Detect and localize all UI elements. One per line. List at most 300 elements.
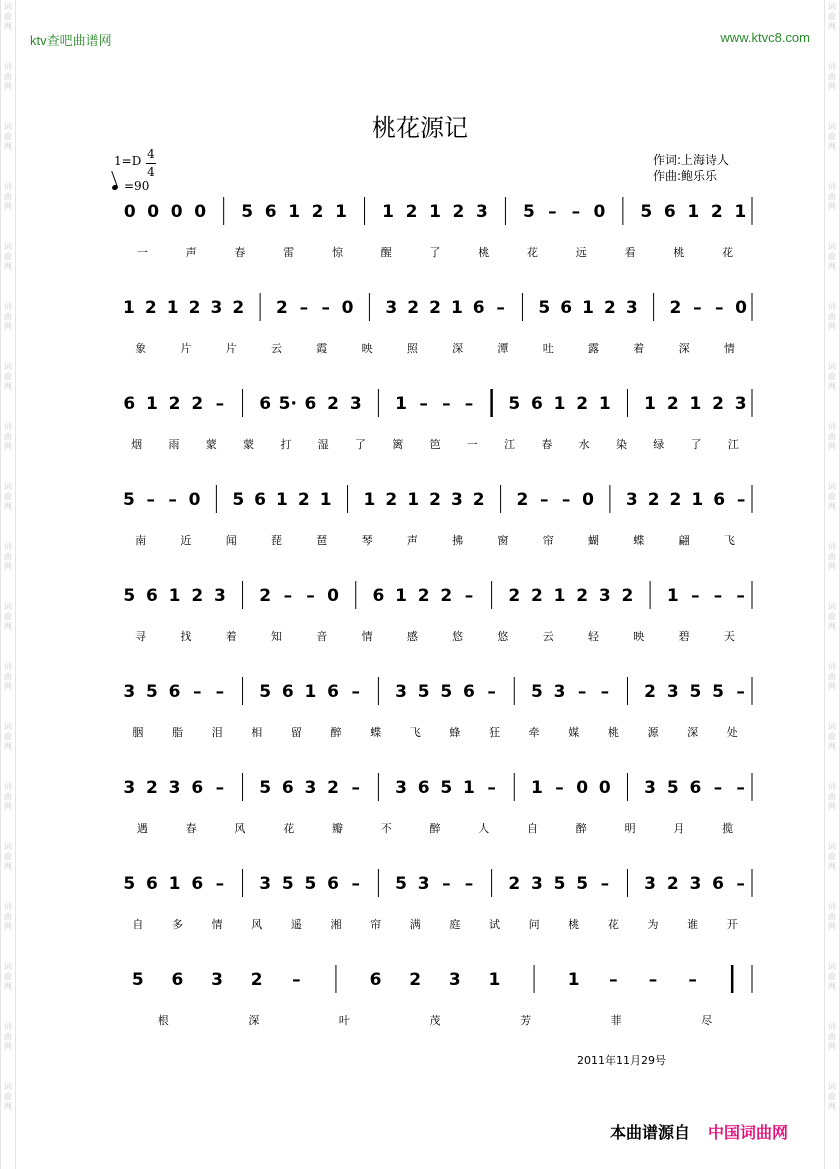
lyric-char: 象 [135, 342, 147, 355]
lyric-char: 霞 [316, 342, 328, 355]
watermark-text: 词 曲 网 [828, 182, 836, 211]
lyric-char: 醒 [380, 246, 392, 259]
lyric-char: 春 [541, 438, 553, 451]
lyric-char: 瓣 [331, 822, 343, 835]
score-note: – [691, 586, 700, 606]
score-note: – [419, 394, 428, 414]
score-note: – [351, 682, 360, 702]
watermark-text: 词 曲 网 [4, 482, 12, 511]
lyric-char: 深 [678, 342, 690, 355]
score-note: 6 [663, 202, 676, 222]
lyric-char: 云 [271, 342, 282, 355]
lyric-char: 蒙 [243, 438, 255, 451]
lyric-char: 桃 [607, 726, 619, 739]
score-note: 2 [530, 586, 543, 606]
watermark-text: 词 曲 网 [4, 422, 12, 451]
lyric-char: 自 [527, 822, 539, 835]
lyric-char: 潭 [497, 342, 509, 355]
watermark-text: 词 曲 网 [4, 782, 12, 811]
score-note: – [215, 394, 225, 414]
lyric-char: 烟 [131, 438, 143, 451]
watermark-text: 词 曲 网 [4, 902, 12, 931]
score-note: – [351, 778, 360, 798]
watermark-text: 词 曲 网 [4, 182, 12, 211]
score-note: – [571, 202, 581, 222]
score-note: 3 [553, 682, 566, 702]
score-note: 5 [640, 202, 653, 222]
footer-site-link[interactable]: 中国词曲网 [708, 1123, 789, 1142]
score-note: 6 [254, 490, 267, 510]
score-note: 0 [598, 778, 611, 798]
score-note: 2 [710, 202, 723, 222]
score-note: 2 [409, 970, 422, 990]
watermark-text: 词 曲 网 [828, 842, 836, 871]
score-note: – [600, 874, 610, 894]
lyric-char: 着 [633, 342, 645, 355]
watermark-text: 词 曲 网 [828, 602, 836, 631]
lyric-char: 轻 [588, 630, 599, 643]
score-note: 0 [735, 298, 747, 318]
lyric-char: 露 [588, 342, 599, 355]
score-note: – [193, 682, 202, 702]
score-note: 2 [669, 490, 682, 510]
score-note: – [496, 298, 505, 318]
watermark-text: 词 曲 网 [4, 962, 12, 991]
score-note: – [168, 490, 177, 510]
score-note: 3 [625, 298, 638, 318]
score-note: 5 [304, 874, 317, 894]
score-note: 1 [463, 778, 475, 798]
score-note: 0 [341, 298, 354, 318]
footer-label: 本曲谱源自 [610, 1123, 691, 1142]
score-note: 3 [689, 874, 702, 894]
score-note: 2 [440, 586, 453, 606]
score-note: 5 [259, 682, 272, 702]
score-note: 1 [146, 394, 158, 414]
score-note: – [321, 298, 330, 318]
score-note: 5 [146, 682, 158, 702]
score-note: 1 [553, 586, 566, 606]
lyric-char: 脂 [171, 726, 183, 739]
score-note: 6 [417, 778, 430, 798]
score-note: 2 [405, 202, 418, 222]
score-note: 5 [576, 874, 589, 894]
watermark-text: 词 曲 网 [4, 722, 12, 751]
score-note: 2 [407, 298, 420, 318]
score-note: 3 [625, 490, 638, 510]
lyric-char: 照 [406, 342, 418, 355]
score-note: 6 [264, 202, 277, 222]
score-note: 3 [598, 586, 611, 606]
lyric-char: 碧 [678, 630, 690, 643]
lyric-char: 湘 [330, 918, 342, 931]
lyric-char: 深 [687, 726, 699, 739]
score-note: – [464, 874, 474, 894]
score-note: 2 [191, 586, 204, 606]
score-note: 3 [644, 874, 657, 894]
lyric-char: 春 [185, 822, 197, 835]
score-note: – [299, 298, 309, 318]
watermark-text: 词 曲 网 [4, 1022, 12, 1051]
score-note: – [577, 682, 587, 702]
lyric-char: 风 [234, 822, 246, 835]
score-note: 1 [450, 298, 463, 318]
score-note: 1 [166, 298, 179, 318]
score-note: 1 [304, 682, 317, 702]
score-note: 2 [666, 874, 679, 894]
score-note: – [714, 298, 724, 318]
lyric-char: 蝶 [370, 726, 382, 739]
lyric-char: 多 [171, 918, 183, 931]
score-note: – [540, 490, 549, 510]
score-note: 2 [311, 202, 324, 222]
score-note: 5 [538, 298, 551, 318]
lyric-char: 为 [647, 918, 659, 931]
lyric-char: 帘 [542, 534, 554, 547]
watermark-text: 词 曲 网 [4, 542, 12, 571]
score-note: 0 [593, 202, 606, 222]
score-note: 1 [734, 202, 747, 222]
score-note: 1 [598, 394, 611, 414]
lyric-char: 翩 [678, 534, 690, 547]
score-note: 6 [123, 394, 136, 414]
lyric-char: 寻 [135, 630, 147, 643]
lyric-char: 近 [180, 534, 192, 547]
score-note: 2 [647, 490, 660, 510]
lyric-char: 着 [225, 630, 237, 643]
lyric-char: 揽 [722, 822, 734, 835]
score-note: 2 [144, 298, 157, 318]
lyric-char: 了 [354, 438, 366, 451]
lyric-char: 知 [271, 630, 282, 643]
lyric-char: 不 [380, 822, 392, 835]
score-note: – [600, 682, 610, 702]
lyric-char: 湿 [317, 438, 329, 451]
lyric-char: 看 [624, 246, 636, 259]
score-note: 2 [276, 298, 288, 318]
lyric-char: 桃 [673, 246, 685, 259]
score-note: 2 [429, 490, 441, 510]
score-note: 5 [440, 682, 453, 702]
watermark-text: 词 曲 网 [4, 602, 12, 631]
watermark-text: 词 曲 网 [4, 122, 12, 151]
score-note: 5 [689, 682, 702, 702]
score-note: 6 [327, 682, 340, 702]
score-note: 2 [669, 298, 682, 318]
score-note: – [736, 490, 746, 510]
score-note: 0 [123, 202, 136, 222]
score-note: 2 [508, 586, 521, 606]
watermark-text: 词 曲 网 [4, 302, 12, 331]
score-note: 2 [259, 586, 272, 606]
score-note: 0 [576, 778, 589, 798]
lyric-char: 了 [429, 246, 441, 259]
score-note: 2 [327, 394, 340, 414]
score-note: 1 [429, 202, 441, 222]
lyric-char: 片 [180, 342, 192, 355]
lyric-char: 谁 [687, 918, 699, 931]
lyric-char: 了 [690, 438, 702, 451]
lyric-char: 问 [528, 918, 540, 931]
score-note: – [609, 970, 618, 990]
score-note: – [713, 586, 723, 606]
watermark-text: 词 曲 网 [828, 482, 836, 511]
footer-source [610, 1120, 788, 1143]
lyric-char: 试 [488, 918, 500, 931]
score-note: 6 [712, 874, 724, 894]
lyric-char: 声 [406, 534, 418, 547]
score-note: – [464, 586, 474, 606]
watermark-text: 词 曲 网 [828, 2, 836, 31]
score-note: 6 [472, 298, 485, 318]
watermark-text: 词 曲 网 [828, 362, 836, 391]
score-note: – [351, 874, 360, 894]
lyric-char: 雨 [168, 438, 180, 451]
score-note: 5 [712, 682, 724, 702]
score-note: 2 [452, 202, 465, 222]
lyric-char: 满 [409, 918, 421, 931]
lyric-char: 悠 [452, 630, 464, 643]
score-note: 6 [304, 394, 317, 414]
score-note: 2 [250, 970, 263, 990]
score-note: 5 [523, 202, 535, 222]
score-note: 5 [232, 490, 245, 510]
lyric-char: 片 [225, 342, 237, 355]
score-note: – [283, 586, 293, 606]
score-note: 5 [241, 202, 254, 222]
lyric-char: 遇 [136, 822, 148, 835]
score-note: 6 [463, 682, 475, 702]
score-note: 5 [131, 970, 144, 990]
score-note: 5 [281, 874, 294, 894]
score-note: 6 [281, 682, 294, 702]
lyric-char: 情 [211, 918, 223, 931]
score-note: 1 [644, 394, 657, 414]
lyric-char: 月 [673, 822, 685, 835]
score-note: – [487, 682, 496, 702]
watermark-text: 词 曲 网 [828, 542, 836, 571]
score-note: 6 [372, 586, 385, 606]
score-note: 2 [508, 874, 521, 894]
lyric-char: 琶 [316, 534, 328, 547]
watermark-text: 词 曲 网 [828, 62, 836, 91]
score-note: 1 [687, 202, 700, 222]
score-note: 2 [168, 394, 181, 414]
score-note: 1 [168, 874, 181, 894]
lyric-char: 醉 [429, 822, 441, 835]
score-note: 3 [168, 778, 181, 798]
lyric-char: 打 [280, 438, 292, 451]
score-note: 3 [123, 778, 136, 798]
lyric-char: 胭 [132, 726, 144, 739]
watermark-text: 词 曲 网 [828, 1022, 836, 1051]
lyric-char: 处 [726, 726, 738, 739]
lyric-char: 自 [132, 918, 144, 931]
score-note: 1 [553, 394, 566, 414]
score-note: 3 [211, 970, 223, 990]
score-note: 1 [488, 970, 501, 990]
score-note: 2 [621, 586, 634, 606]
lyric-char: 茂 [429, 1014, 441, 1027]
score-note: 3 [349, 394, 362, 414]
score-note: 1 [168, 586, 181, 606]
lyric-char: 窗 [497, 534, 509, 547]
lyric-char: 雷 [283, 246, 295, 259]
score-note: – [693, 298, 702, 318]
lyric-char: 篱 [392, 438, 404, 451]
watermark-text: 词 曲 网 [828, 782, 836, 811]
score-note: 1 [395, 394, 407, 414]
lyric-char: 明 [624, 822, 636, 835]
lyric-char: 人 [478, 822, 490, 835]
lyric-char: 深 [248, 1014, 260, 1027]
score-note: 0 [194, 202, 207, 222]
score-note: 2 [297, 490, 310, 510]
score-note: 1 [276, 490, 288, 510]
lyric-char: 蝶 [633, 534, 645, 547]
score-note: 2 [385, 490, 398, 510]
score-note: – [487, 778, 496, 798]
score-note: 3 [734, 394, 747, 414]
score-note: 2 [603, 298, 616, 318]
score-note: 6 [560, 298, 573, 318]
score-note: 5 [123, 874, 136, 894]
lyric-char: 笆 [429, 438, 441, 451]
score-note: 6 [171, 970, 184, 990]
score-note: 5 [123, 586, 136, 606]
score-note: – [736, 682, 745, 702]
lyric-char: 染 [615, 438, 627, 451]
score-note: 0 [582, 490, 594, 510]
lyric-char: 琵 [271, 534, 282, 547]
score-note: – [146, 490, 156, 510]
lyric-char: 桃 [568, 918, 580, 931]
lyric-char: 琴 [361, 534, 373, 547]
tempo-value: =90 [124, 179, 150, 193]
lyric-char: 情 [361, 630, 373, 643]
score-note: – [306, 586, 315, 606]
lyric-char: 云 [542, 630, 554, 643]
lyric-char: 远 [575, 246, 587, 259]
score-note: 5 [530, 682, 543, 702]
watermark-text: 词 曲 网 [4, 362, 12, 391]
score-note: – [215, 682, 225, 702]
score-note: 1 [395, 586, 407, 606]
score-note: 3 [395, 682, 407, 702]
lyric-char: 拂 [452, 534, 464, 547]
lyric-char: 吐 [542, 342, 554, 355]
lyric-char: 声 [185, 246, 197, 259]
lyric-char: 感 [406, 630, 418, 643]
score-note: 2 [516, 490, 529, 510]
header-site-left[interactable]: ktv查吧曲谱网 [30, 33, 112, 48]
score-note: 6 [530, 394, 543, 414]
lyric-char: 醉 [330, 726, 342, 739]
lyric-char: 深 [452, 342, 464, 355]
score-note: 2 [644, 682, 657, 702]
key-signature: 1=D [114, 154, 142, 168]
score-note: 5 [666, 778, 679, 798]
score-note: 0 [188, 490, 201, 510]
header-site-right[interactable]: www.ktvc8.com [720, 30, 810, 45]
lyric-char: 水 [578, 438, 590, 451]
lyric-char: 找 [180, 630, 192, 643]
score-note: – [561, 490, 571, 510]
watermark-text: 词 曲 网 [828, 302, 836, 331]
score-note: – [215, 874, 225, 894]
score-note: 0 [147, 202, 160, 222]
date: 2011年11月29号 [577, 1054, 666, 1067]
watermark-text: 词 曲 网 [4, 242, 12, 271]
score-note: 5 [395, 874, 407, 894]
lyric-char: 映 [633, 630, 645, 643]
time-signature-top: 4 [147, 147, 155, 161]
score-note: 6 [168, 682, 181, 702]
score-note: 3 [644, 778, 657, 798]
lyric-char: 相 [251, 726, 263, 739]
score-note: 3 [476, 202, 488, 222]
watermark-text: 词 曲 网 [828, 662, 836, 691]
score-note: 2 [666, 394, 679, 414]
song-title: 桃花源记 [372, 114, 468, 142]
score-note: 6 [713, 490, 726, 510]
lyric-char: 惊 [331, 246, 343, 259]
time-signature-bottom: 4 [147, 165, 155, 179]
watermark-text: 词 曲 网 [828, 722, 836, 751]
lyric-char: 南 [135, 534, 147, 547]
score-note: – [548, 202, 557, 222]
lyric-char: 尽 [701, 1014, 713, 1027]
score-note: 2 [327, 778, 340, 798]
score-note: 1 [382, 202, 394, 222]
lyric-char: 闻 [225, 534, 237, 547]
score-note: 5 [123, 490, 135, 510]
watermark-text: 词 曲 网 [828, 962, 836, 991]
score-note: 5 [508, 394, 521, 414]
lyric-char: 悠 [497, 630, 509, 643]
lyric-char: 蒙 [205, 438, 217, 451]
score-note: 3 [530, 874, 543, 894]
lyric-char: 江 [504, 438, 516, 451]
watermark-text: 词 曲 网 [828, 242, 836, 271]
watermark-text: 词 曲 网 [4, 842, 12, 871]
score-note: 3 [395, 778, 407, 798]
lyric-char: 菲 [610, 1014, 622, 1027]
score-note: 2 [576, 586, 589, 606]
lyric-char: 花 [607, 918, 619, 931]
watermark-text: 词 曲 网 [828, 122, 836, 151]
score-note: – [736, 874, 745, 894]
score-note: 6 [259, 394, 272, 414]
lyric-char: 情 [723, 342, 735, 355]
score-note: 3 [666, 682, 679, 702]
score-note: 6 [281, 778, 294, 798]
score-note: 2 [472, 490, 485, 510]
watermark-text: 词 曲 网 [4, 662, 12, 691]
score-note: 2 [146, 778, 158, 798]
lyric-char: 一 [136, 246, 148, 259]
lyric-char: 根 [157, 1014, 169, 1027]
score-note: 5 [553, 874, 566, 894]
lyric-char: 绿 [653, 438, 665, 451]
lyric-char: 风 [251, 918, 263, 931]
score-note: 3 [259, 874, 272, 894]
score-note: 5 [417, 682, 430, 702]
lyric-char: 牵 [528, 726, 540, 739]
lyric-char: 江 [727, 438, 739, 451]
lyric-char: 泪 [211, 726, 223, 739]
score-note: 1 [582, 298, 594, 318]
